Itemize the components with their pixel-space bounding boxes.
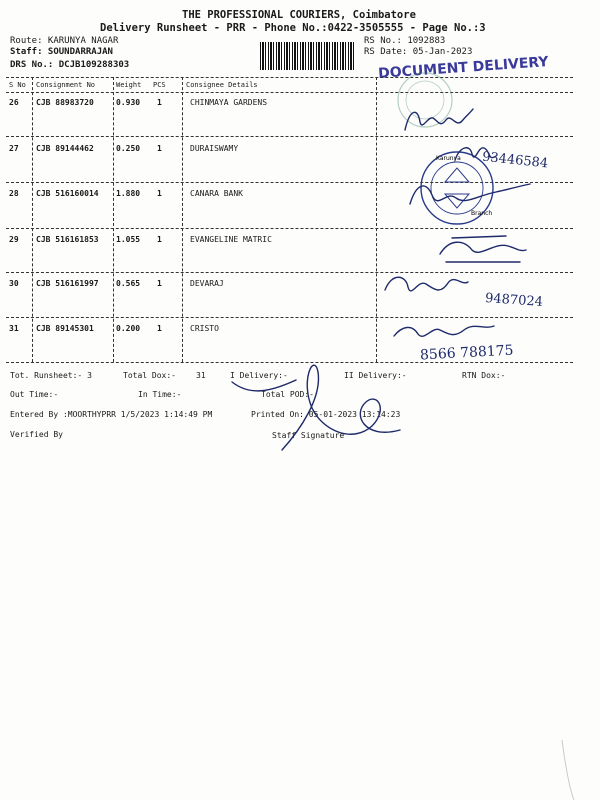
row-sno: 30	[9, 279, 19, 288]
staff-signature-scrawl	[282, 365, 400, 450]
handwritten-phone: 9487024	[484, 290, 544, 311]
row-sno: 29	[9, 235, 19, 244]
signature-row-29b	[446, 236, 520, 262]
staff-label: Staff: SOUNDARRAJAN	[10, 47, 113, 57]
row-consignee: CANARA BANK	[190, 189, 243, 198]
printed-on: Printed On: 05-01-2023 13:14:23	[251, 410, 401, 419]
signature-row-29	[440, 242, 526, 254]
signature-row-31	[394, 326, 494, 336]
page-edge-shadow	[562, 740, 574, 800]
handwritten-phone: 93446584	[481, 149, 549, 172]
row-consignment: CJB 88983720	[36, 98, 94, 107]
row-pcs: 1	[157, 98, 162, 107]
staff-signature-label: Staff Signature	[272, 431, 345, 440]
row-consignee: DEVARAJ	[190, 279, 224, 288]
row-weight: 0.930	[116, 98, 141, 107]
rs-number: RS No.: 1092883	[364, 36, 446, 46]
total-dox-label: Total Dox:-	[123, 371, 176, 380]
row-weight: 0.250	[116, 144, 141, 153]
row-consignment: CJB 89144462	[36, 144, 94, 153]
ii-delivery: II Delivery:-	[344, 371, 407, 380]
row-sno: 27	[9, 144, 19, 153]
signature-row-26	[405, 109, 473, 130]
row-consignee: CHINMAYA GARDENS	[190, 98, 268, 107]
row-pcs: 1	[157, 189, 162, 198]
route-label: Route: KARUNYA NAGAR	[10, 36, 119, 46]
signature-row-30	[385, 277, 468, 291]
document-delivery-stamp: DOCUMENT DELIVERY	[377, 54, 550, 82]
row-weight: 0.565	[116, 279, 141, 288]
total-pod: Total POD:-	[261, 390, 314, 399]
seal-bottom-label: Branch	[471, 210, 493, 217]
i-delivery: I Delivery:-	[230, 371, 288, 380]
row-pcs: 1	[157, 235, 162, 244]
row-pcs: 1	[157, 144, 162, 153]
signature-row-27	[455, 148, 496, 160]
col-header-pcs: PCS	[153, 81, 166, 89]
staff-signature-stroke	[232, 380, 296, 391]
handwritten-phone: 8566 788175	[419, 342, 514, 364]
row-weight: 1.055	[116, 235, 141, 244]
row-sno: 28	[9, 189, 19, 198]
col-header-consignment: Consignment No	[36, 81, 96, 89]
row-consignee: DURAISWAMY	[190, 144, 239, 153]
entered-by: Entered By :MOORTHYPRR 1/5/2023 1:14:49 PM	[10, 410, 213, 419]
row-pcs: 1	[157, 324, 162, 333]
in-time: In Time:-	[138, 390, 182, 399]
col-header-weight: Weight	[116, 81, 142, 89]
col-header-sno: S No	[9, 81, 26, 89]
rs-date: RS Date: 05-Jan-2023	[364, 47, 473, 57]
row-weight: 0.200	[116, 324, 141, 333]
seal-top-label: Karunya	[436, 155, 461, 162]
row-pcs: 1	[157, 279, 162, 288]
faint-seal-icon	[398, 73, 452, 127]
total-runsheet: Tot. Runsheet:- 3	[10, 371, 92, 380]
row-weight: 1.880	[116, 189, 141, 198]
company-title: THE PROFESSIONAL COURIERS, Coimbatore	[182, 9, 416, 21]
verified-by: Verified By	[10, 430, 63, 439]
out-time: Out Time:-	[10, 390, 59, 399]
row-consignment: CJB 516161997	[36, 279, 99, 288]
row-consignment: CJB 516161853	[36, 235, 99, 244]
row-sno: 26	[9, 98, 19, 107]
total-dox-value: 31	[196, 371, 206, 380]
row-consignment: CJB 516160014	[36, 189, 99, 198]
signature-row-28	[410, 184, 530, 204]
row-consignee: CRISTO	[190, 324, 219, 333]
row-sno: 31	[9, 324, 19, 333]
col-header-consignee: Consignee Details	[186, 81, 258, 89]
drs-label: DRS No.: DCJB109288303	[10, 60, 130, 70]
runsheet-subtitle: Delivery Runsheet - PRR - Phone No.:0422-3505555 - Page No.:3	[100, 22, 486, 34]
row-consignee: EVANGELINE MATRIC	[190, 235, 272, 244]
row-consignment: CJB 89145301	[36, 324, 94, 333]
rtn-dox: RTN Dox:-	[462, 371, 506, 380]
